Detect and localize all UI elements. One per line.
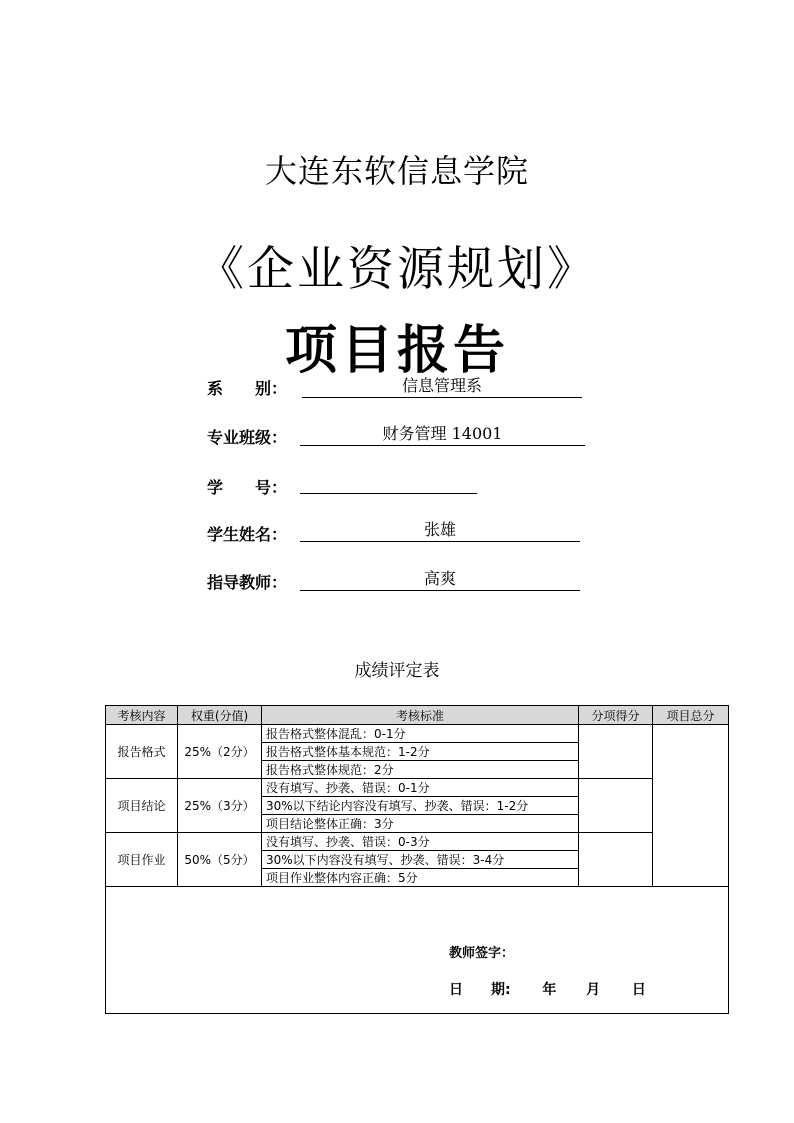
header-category: 考核内容 <box>106 706 178 725</box>
teacher-signature-label: 教师签字： <box>449 946 515 961</box>
header-criteria: 考核标准 <box>262 706 579 725</box>
criteria-cell: 项目作业整体内容正确：5分 <box>262 869 579 887</box>
year-label: 年 <box>542 982 557 998</box>
weight-cell: 25%（3分） <box>178 779 262 833</box>
department-field[interactable]: 信息管理系 <box>302 375 582 398</box>
weight-cell: 50%（5分） <box>178 833 262 887</box>
advisor-field[interactable]: 高爽 <box>300 568 580 591</box>
criteria-cell: 30%以下结论内容没有填写、抄袭、错误：1-2分 <box>262 797 579 815</box>
report-type-title: 项目报告 <box>284 321 509 381</box>
school-name: 大连东软信息学院 <box>264 152 529 190</box>
category-cell: 报告格式 <box>106 725 178 779</box>
category-cell: 项目作业 <box>106 833 178 887</box>
advisor-label: 指导教师： <box>207 573 288 592</box>
criteria-cell: 报告格式整体规范：2分 <box>262 761 579 779</box>
month-label: 月 <box>586 982 601 998</box>
total-score-cell[interactable] <box>653 725 729 887</box>
header-total-score: 项目总分 <box>653 706 729 725</box>
date-label: 日 期: <box>449 982 511 998</box>
student-id-field[interactable] <box>300 471 477 494</box>
class-label: 专业班级： <box>207 428 288 447</box>
grade-table <box>105 705 729 1014</box>
weight-cell: 25%（2分） <box>178 725 262 779</box>
item-score-cell[interactable] <box>579 725 653 779</box>
table-header-row <box>106 706 729 725</box>
item-score-cell[interactable] <box>579 833 653 887</box>
course-title: 《企业资源规划》 <box>197 242 597 297</box>
table-row <box>106 833 729 851</box>
category-cell: 项目结论 <box>106 779 178 833</box>
table-row <box>106 779 729 797</box>
criteria-cell: 没有填写、抄袭、错误：0-3分 <box>262 833 579 851</box>
criteria-cell: 报告格式整体基本规范：1-2分 <box>262 743 579 761</box>
item-score-cell[interactable] <box>579 779 653 833</box>
criteria-cell: 报告格式整体混乱：0-1分 <box>262 725 579 743</box>
department-label: 系 别： <box>207 379 288 398</box>
header-weight: 权重(分值) <box>178 706 262 725</box>
signature-area[interactable] <box>106 887 729 1014</box>
table-row <box>106 725 729 743</box>
criteria-cell: 30%以下内容没有填写、抄袭、错误：3-4分 <box>262 851 579 869</box>
class-field[interactable]: 财务管理 14001 <box>300 423 585 446</box>
student-id-label: 学 号： <box>207 478 288 497</box>
student-name-label: 学生姓名： <box>207 525 288 544</box>
grade-table-title: 成绩评定表 <box>354 661 440 681</box>
date-row <box>449 979 646 999</box>
student-name-field[interactable]: 张雄 <box>300 519 580 542</box>
criteria-cell: 项目结论整体正确：3分 <box>262 815 579 833</box>
criteria-cell: 没有填写、抄袭、错误：0-1分 <box>262 779 579 797</box>
day-label: 日 <box>631 982 646 998</box>
signature-row <box>106 887 729 1014</box>
header-item-score: 分项得分 <box>579 706 653 725</box>
